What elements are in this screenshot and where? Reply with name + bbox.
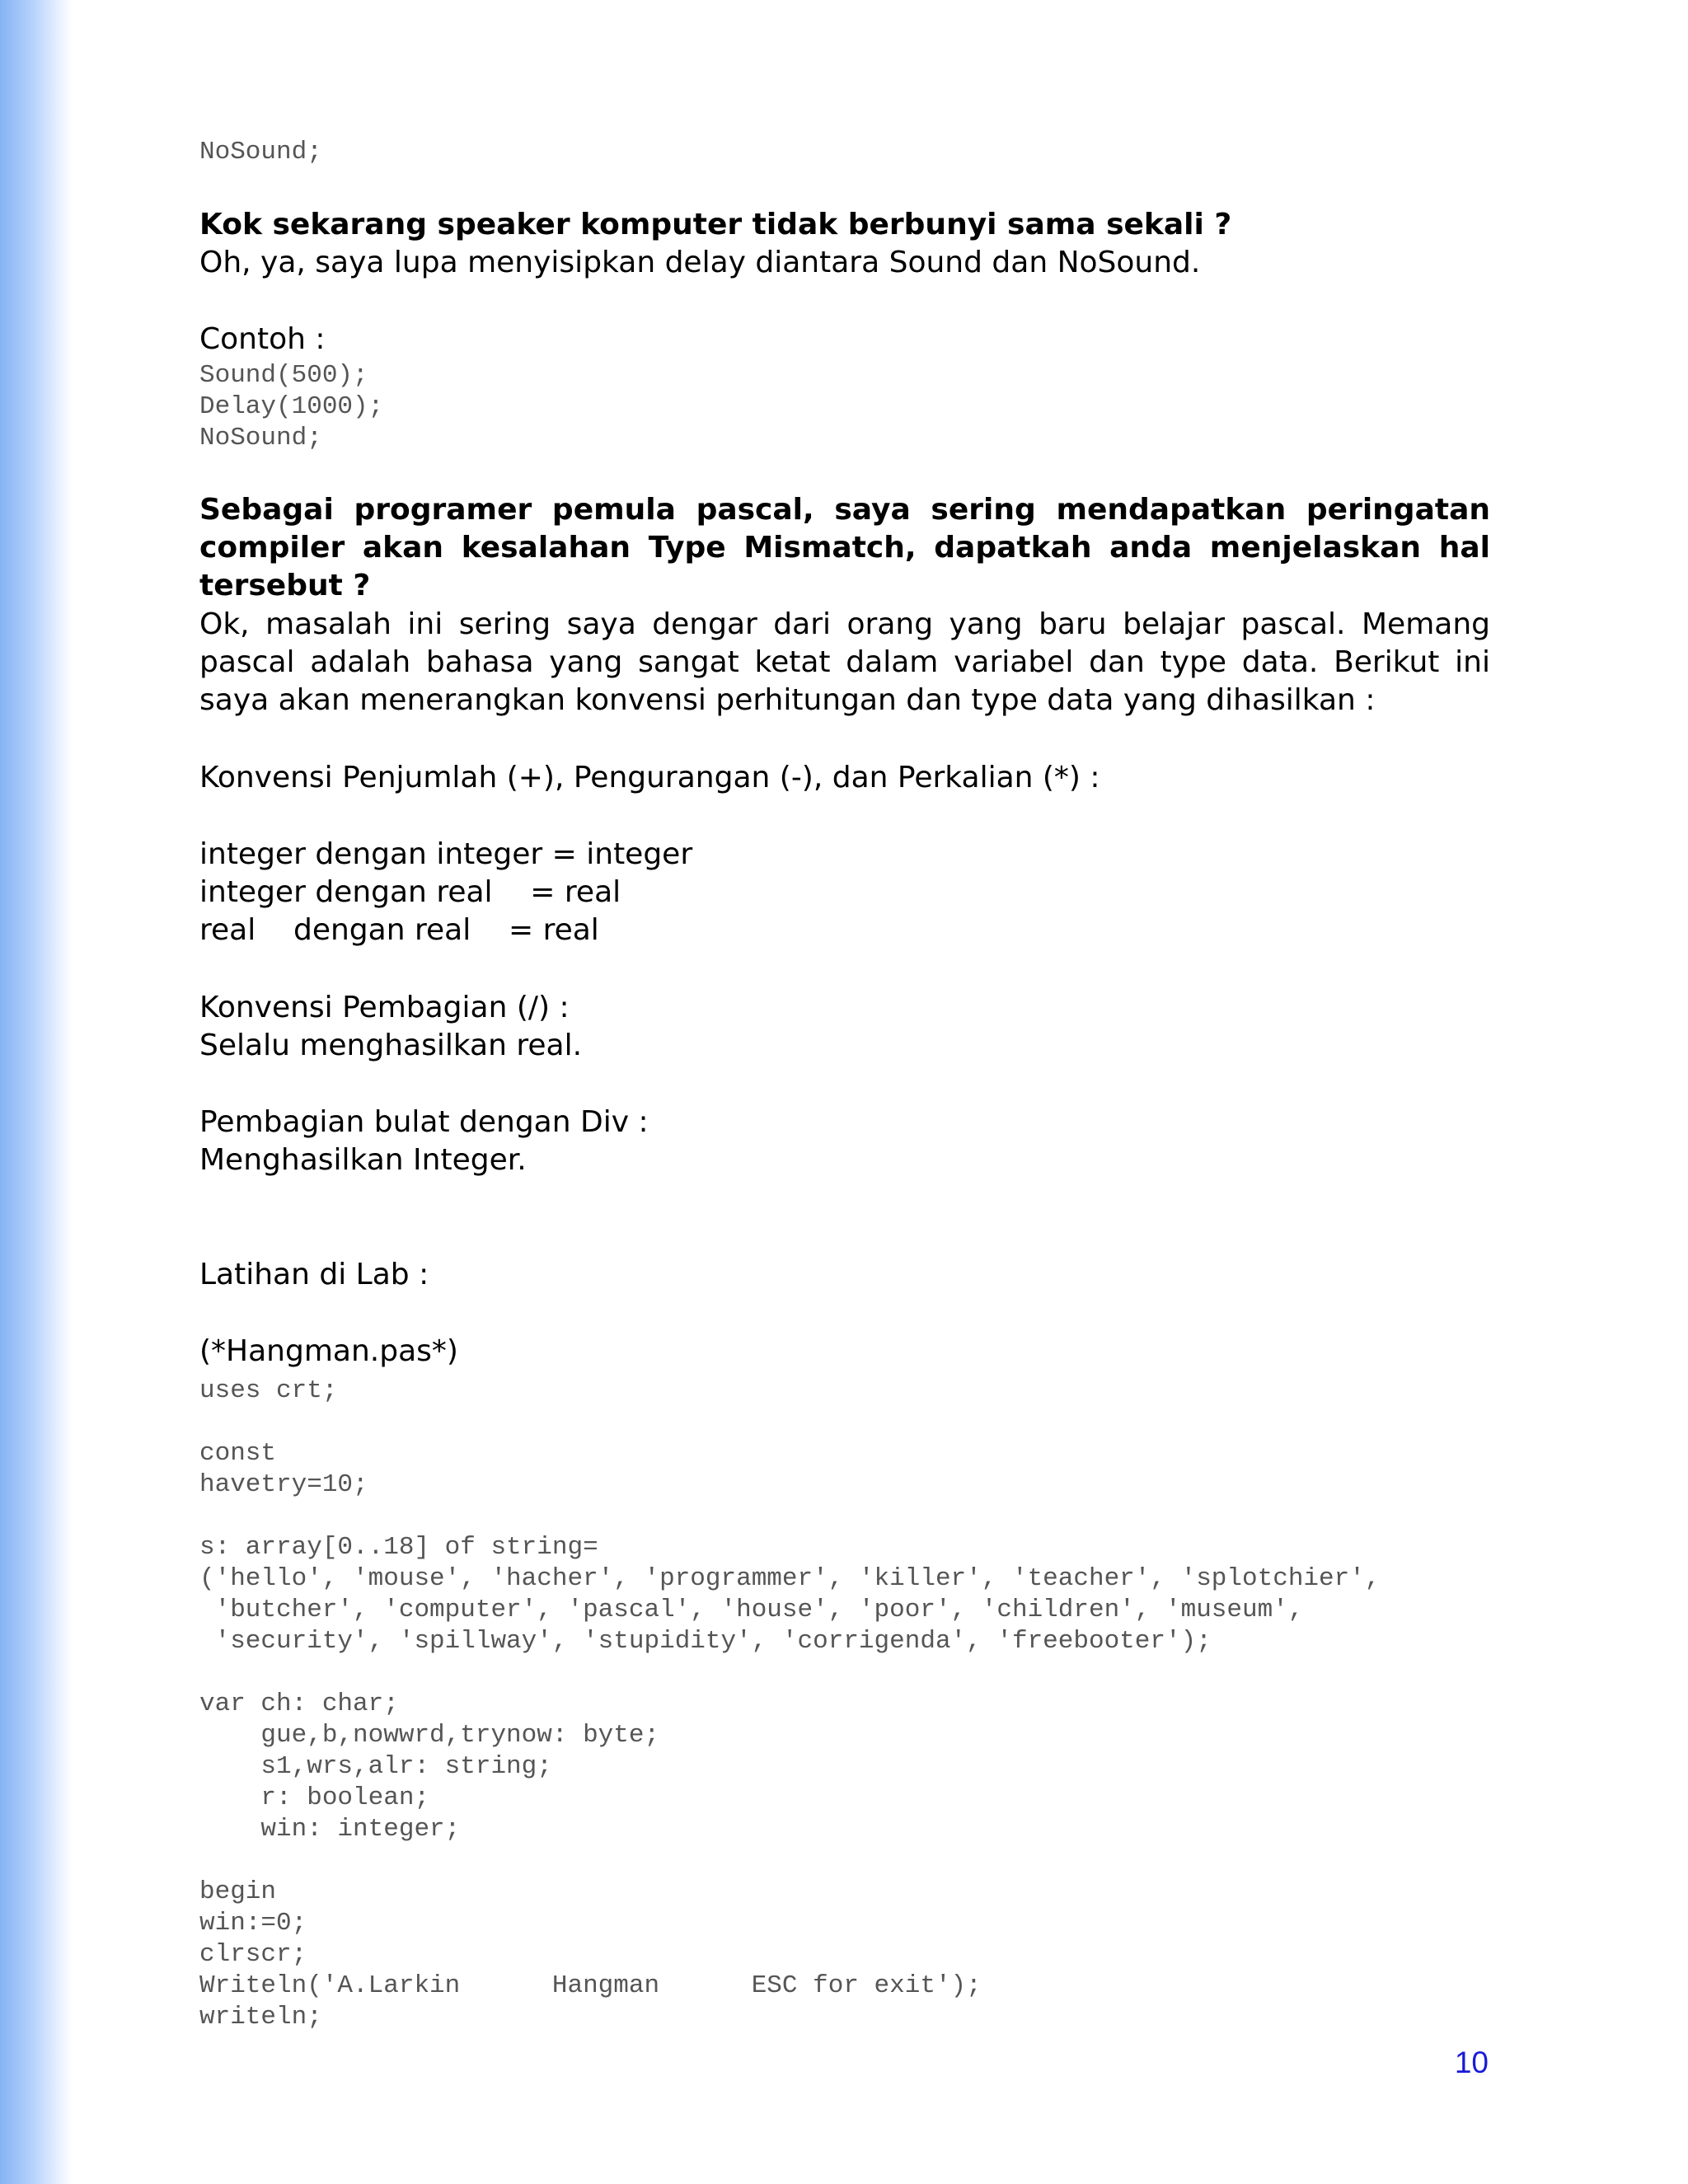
code-line: s: array[0..18] of string= (199, 1533, 598, 1562)
code-line: r: boolean; (199, 1783, 430, 1812)
code-array-block (199, 1532, 1380, 1657)
example-label: Contoh : (199, 322, 326, 356)
code-line: win: integer; (199, 1815, 461, 1844)
conversion-div-result: Selalu menghasilkan real. (199, 1029, 583, 1062)
code-line: begin (199, 1877, 277, 1906)
conversion-rule: real dengan real = real (199, 913, 599, 947)
code-begin-block (199, 1877, 982, 2033)
conversion-rules (199, 836, 692, 949)
code-line: clrscr; (199, 1940, 307, 1969)
code-line: havetry=10; (199, 1470, 368, 1499)
answer-1: Oh, ya, saya lupa menyisipkan delay diantara Sound dan NoSound. (199, 246, 1201, 279)
code-line: Writeln('A.Larkin Hangman ESC for exit'); (199, 1971, 982, 2000)
conversion-rule: integer dengan real = real (199, 875, 621, 909)
lab-title: Latihan di Lab : (199, 1258, 429, 1291)
conversion-add-title: Konvensi Penjumlah (+), Pengurangan (-), dan Perkalian (*) : (199, 761, 1100, 794)
code-var-block (199, 1689, 659, 1845)
code-line: gue,b,nowwrd,trynow: byte; (199, 1721, 660, 1750)
document-page (199, 0, 1490, 2184)
page-number: 10 (1454, 2046, 1489, 2079)
page-side-gradient-bar (0, 0, 73, 2184)
code-line: 'butcher', 'computer', 'pascal', 'house', 'poor', 'children', 'museum', (199, 1596, 1304, 1624)
code-line-nosound: NoSound; (199, 138, 322, 166)
conversion-div-title: Konvensi Pembagian (/) : (199, 991, 570, 1024)
code-line: var ch: char; (199, 1690, 399, 1718)
code-line: s1,wrs,alr: string; (199, 1752, 552, 1781)
code-uses: uses crt; (199, 1376, 338, 1405)
code-line: writeln; (199, 2003, 322, 2032)
code-line: NoSound; (199, 424, 322, 452)
example-code-block (199, 360, 383, 454)
code-line: Sound(500); (199, 361, 368, 390)
question-2: Sebagai programer pemula pascal, saya sering mendapatkan peringatan compiler akan kesalahan Type Mismatch, dapatkah anda menjelaskan hal tersebut ? (199, 493, 1490, 602)
conversion-rule: integer dengan integer = integer (199, 837, 693, 871)
div-title: Pembagian bulat dengan Div : (199, 1105, 649, 1139)
code-line: win:=0; (199, 1909, 307, 1938)
answer-2: Ok, masalah ini sering saya dengar dari orang yang baru belajar pascal. Memang pascal adalah bahasa yang sangat ketat dalam variabel dan type data. Berikut ini saya akan menerangkan konvensi perhitungan dan type data yang dihasilkan : (199, 607, 1490, 717)
file-comment: (*Hangman.pas*) (199, 1334, 458, 1368)
question-1: Kok sekarang speaker komputer tidak berbunyi sama sekali ? (199, 208, 1232, 241)
code-const-block (199, 1438, 368, 1501)
code-line: 'security', 'spillway', 'stupidity', 'corrigenda', 'freebooter'); (199, 1627, 1212, 1656)
code-line: Delay(1000); (199, 392, 384, 421)
div-result: Menghasilkan Integer. (199, 1143, 527, 1177)
code-line: const (199, 1439, 277, 1468)
code-line: ('hello', 'mouse', 'hacher', 'programmer', 'killer', 'teacher', 'splotchier', (199, 1564, 1381, 1593)
